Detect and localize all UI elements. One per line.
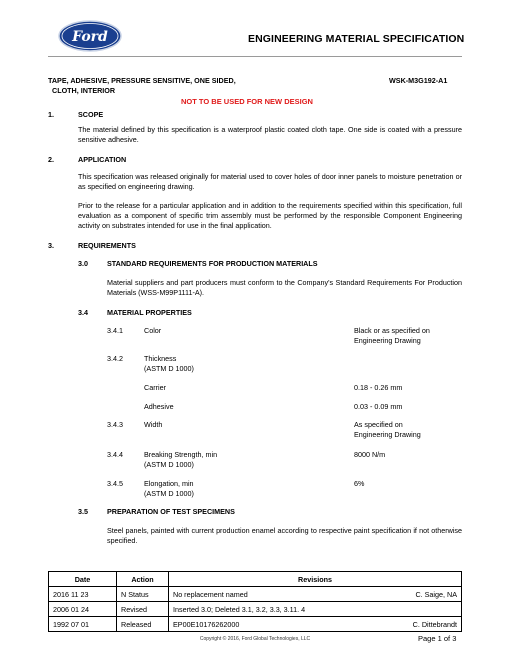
revision-table-header (49, 572, 462, 587)
spec-number: WSK-M3G192-A1 (389, 76, 448, 85)
table-row (49, 617, 462, 632)
section-number: 2. (48, 155, 54, 164)
property-carrier-value: 0.18 - 0.26 mm (354, 383, 403, 392)
property-width: Width (144, 420, 163, 429)
property-breaking-strength-method: (ASTM D 1000) (144, 460, 194, 469)
revision-text: EP00E10176262000 (173, 619, 240, 629)
property-color: Color (144, 326, 162, 335)
subsection-number: 3.0 (78, 259, 88, 268)
spec-subject-line2: CLOTH, INTERIOR (52, 86, 116, 95)
subsection-title-test-specimens: PREPARATION OF TEST SPECIMENS (107, 507, 235, 516)
property-adhesive-value: 0.03 - 0.09 mm (354, 402, 403, 411)
revision-author: C. Dittebrandt (412, 619, 457, 629)
property-elongation-value: 6% (354, 479, 365, 488)
property-elongation-method: (ASTM D 1000) (144, 489, 194, 498)
revision-table (48, 571, 462, 632)
property-number: 3.4.5 (107, 479, 123, 488)
property-number: 3.4.2 (107, 354, 123, 363)
column-header-date: Date (49, 572, 117, 587)
revision-text: No replacement named (173, 589, 248, 599)
revision-detail (169, 602, 462, 617)
document-title: ENGINEERING MATERIAL SPECIFICATION (248, 33, 465, 45)
section-title-scope: SCOPE (78, 110, 104, 119)
property-thickness-method: (ASTM D 1000) (144, 364, 194, 373)
property-elongation: Elongation, min (144, 479, 194, 488)
scope-paragraph: The material defined by this specification is a waterproof plastic coated cloth tape. One side is coated with a pressure sensitive adhesive. (78, 125, 462, 144)
spec-subject-line1: TAPE, ADHESIVE, PRESSURE SENSITIVE, ONE SIDED, (48, 76, 236, 85)
section-title-requirements: REQUIREMENTS (78, 241, 136, 250)
property-thickness: Thickness (144, 354, 177, 363)
property-number: 3.4.3 (107, 420, 123, 429)
ford-logo (58, 20, 122, 52)
property-number: 3.4.1 (107, 326, 123, 335)
revision-action: Released (117, 617, 169, 632)
section-number: 1. (48, 110, 54, 119)
property-width-value-line1: As specified on (354, 420, 403, 429)
revision-detail (169, 617, 462, 632)
column-header-action: Action (117, 572, 169, 587)
header-divider (48, 56, 462, 57)
revision-author: C. Saige, NA (415, 589, 457, 599)
revision-date: 2006 01 24 (49, 602, 117, 617)
revision-action: N Status (117, 587, 169, 602)
property-width-value-line2: Engineering Drawing (354, 430, 421, 439)
subsection-number: 3.4 (78, 308, 88, 317)
property-adhesive: Adhesive (144, 402, 174, 411)
logo-text: Ford (72, 29, 108, 45)
section-title-application: APPLICATION (78, 155, 127, 164)
revision-detail (169, 587, 462, 602)
status-notice: NOT TO BE USED FOR NEW DESIGN (181, 97, 313, 106)
property-carrier: Carrier (144, 383, 166, 392)
subsection-title-standard-requirements: STANDARD REQUIREMENTS FOR PRODUCTION MATERIALS (107, 259, 318, 268)
copyright-notice: Copyright © 2016, Ford Global Technologies, LLC (199, 636, 311, 642)
revision-date: 1992 07 01 (49, 617, 117, 632)
revision-action: Revised (117, 602, 169, 617)
application-paragraph-1: This specification was released originally for material used to cover holes of door inner panels to moisture penetration or as specified on engineering drawing. (78, 172, 462, 191)
page-number: Page 1 of 3 (418, 634, 457, 643)
table-row (49, 602, 462, 617)
test-specimens-paragraph: Steel panels, painted with current production enamel according to respective paint specification if not otherwise specified. (107, 526, 462, 545)
property-color-value-line2: Engineering Drawing (354, 336, 421, 345)
property-color-value-line1: Black or as specified on (354, 326, 430, 335)
subsection-number: 3.5 (78, 507, 88, 516)
revision-date: 2016 11 23 (49, 587, 117, 602)
revision-text: Inserted 3.0; Deleted 3.1, 3.2, 3.3, 3.11. 4 (173, 604, 306, 614)
table-row (49, 587, 462, 602)
standard-requirements-paragraph: Material suppliers and part producers must conform to the Company's Standard Requirements For Production Materials (WSS-M99P1111-A). (107, 278, 462, 297)
section-number: 3. (48, 241, 54, 250)
property-breaking-strength: Breaking Strength, min (144, 450, 218, 459)
property-breaking-strength-value: 8000 N/m (354, 450, 386, 459)
subsection-title-material-properties: MATERIAL PROPERTIES (107, 308, 192, 317)
application-paragraph-2: Prior to the release for a particular application and in addition to the requirements specified within this specification, full evaluation as a component of specific trim assembly must be performed by the responsible Component Engineering activity on substrates intended for use in the final application. (78, 201, 462, 230)
column-header-revisions: Revisions (169, 572, 462, 587)
property-number: 3.4.4 (107, 450, 123, 459)
